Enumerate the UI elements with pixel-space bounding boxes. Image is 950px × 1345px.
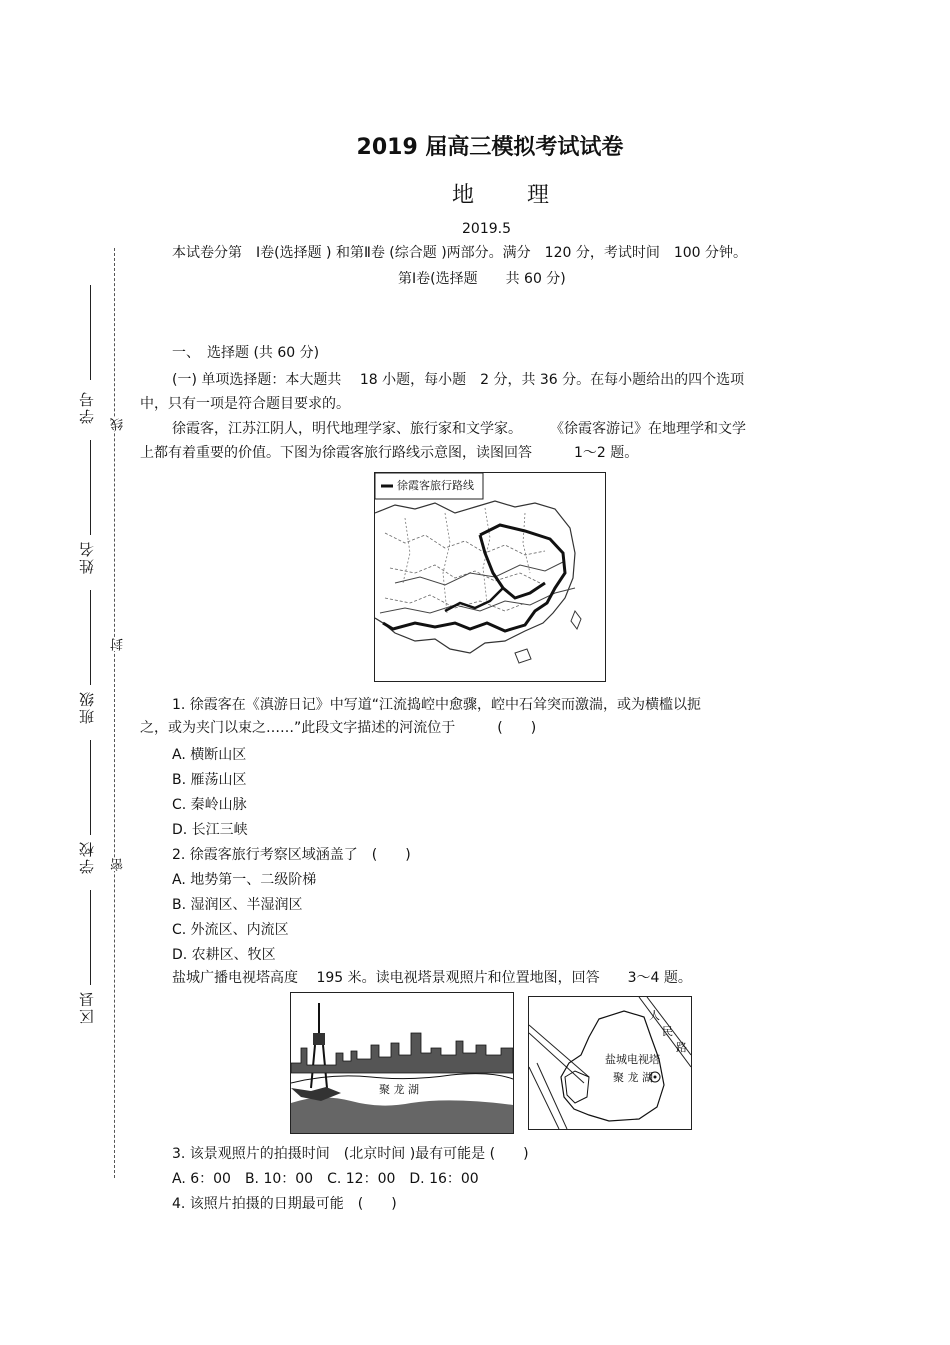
margin-underline xyxy=(90,740,91,835)
question-stem-intro-cont: 上都有着重要的价值。下图为徐霞客旅行路线示意图，读图回答 1～2 题。 xyxy=(140,445,639,461)
q1-option-b[interactable]: B. 雁荡山区 xyxy=(172,772,247,788)
road-label-char-2: 民 xyxy=(662,1025,673,1038)
seal-line-mark: 线 xyxy=(111,418,126,431)
q2-option-d[interactable]: D. 农耕区、牧区 xyxy=(172,947,276,963)
photo-lake-label: 聚 龙 湖 xyxy=(379,1083,419,1096)
road-label-char-1: 人 xyxy=(649,1009,660,1022)
question-stem-intro: 徐霞客，江苏江阴人，明代地理学家、旅行家和文学家。 《徐霞客游记》在地理学和文学 xyxy=(172,421,746,437)
margin-underline xyxy=(90,285,91,380)
q2-option-a[interactable]: A. 地势第一、二级阶梯 xyxy=(172,872,317,888)
margin-underline xyxy=(90,440,91,535)
q1-option-d[interactable]: D. 长江三峡 xyxy=(172,822,248,838)
tv-tower-sketch xyxy=(291,993,513,1133)
q1-option-c[interactable]: C. 秦岭山脉 xyxy=(172,797,247,813)
class-label: 班级 xyxy=(78,690,96,724)
q2-stem: 2. 徐霞客旅行考察区域涵盖了 ( ) xyxy=(172,847,411,863)
q1-stem-cont: 之，或为夹门以束之……”此段文字描述的河流位于 ( ) xyxy=(140,720,537,736)
q1-option-a[interactable]: A. 横断山区 xyxy=(172,747,247,763)
exam-intro: 本试卷分第 Ⅰ卷(选择题 ) 和第Ⅱ卷 (综合题 )两部分。满分 120 分，考试时间 100 分钟。 xyxy=(172,245,748,261)
q3-stem: 3. 该景观照片的拍摄时间 (北京时间 )最有可能是 ( ) xyxy=(172,1146,529,1162)
exam-date: 2019.5 xyxy=(462,221,511,237)
section-instructions-cont: 中，只有一项是符合题目要求的。 xyxy=(140,396,350,412)
tv-tower-location-map xyxy=(528,996,692,1130)
q3-options[interactable]: A. 6：00 B. 10：00 C. 12：00 D. 16：00 xyxy=(172,1171,479,1187)
q2-option-b[interactable]: B. 湿润区、半湿润区 xyxy=(172,897,303,913)
binding-dashed-line xyxy=(114,248,115,1178)
school-label: 学校 xyxy=(78,840,96,874)
student-id-label: 学号 xyxy=(78,390,96,424)
route-map-drawing xyxy=(375,473,605,681)
district-label: 区县 xyxy=(78,990,96,1024)
route-map-legend: 徐霞客旅行路线 xyxy=(397,479,474,492)
q1-stem: 1. 徐霞客在《滇游日记》中写道“江流捣崆中愈骤，崆中石耸突而激湍，或为横槛以扼 xyxy=(172,697,702,713)
section-instructions: (一) 单项选择题：本大题共 18 小题，每小题 2 分，共 36 分。在每小题给出的四个选项 xyxy=(172,372,745,388)
travel-route-map xyxy=(374,472,606,682)
name-label: 姓名 xyxy=(78,540,96,574)
map-lake-label: 聚 龙 湖 xyxy=(613,1071,653,1084)
exam-title: 2019 届高三模拟考试试卷 xyxy=(356,135,624,160)
margin-underline xyxy=(90,890,91,985)
subject-char-1: 地 xyxy=(452,183,475,208)
q3-4-stem: 盐城广播电视塔高度 195 米。读电视塔景观照片和位置地图，回答 3～4 题。 xyxy=(172,970,692,986)
road-label-char-3: 路 xyxy=(676,1041,687,1054)
q4-stem: 4. 该照片拍摄的日期最可能 ( ) xyxy=(172,1196,397,1212)
tv-tower-photo xyxy=(290,992,514,1134)
part-one-heading: 第Ⅰ卷(选择题 共 60 分) xyxy=(398,271,566,287)
tv-tower-map-label: 盐城电视塔 xyxy=(605,1053,660,1066)
subject-char-2: 理 xyxy=(527,183,550,208)
seal-secret-mark: 密 xyxy=(111,858,126,871)
margin-underline xyxy=(90,590,91,685)
q2-option-c[interactable]: C. 外流区、内流区 xyxy=(172,922,289,938)
seal-seal-mark: 封 xyxy=(111,638,126,651)
section-heading: 一、 选择题 (共 60 分) xyxy=(172,345,320,361)
